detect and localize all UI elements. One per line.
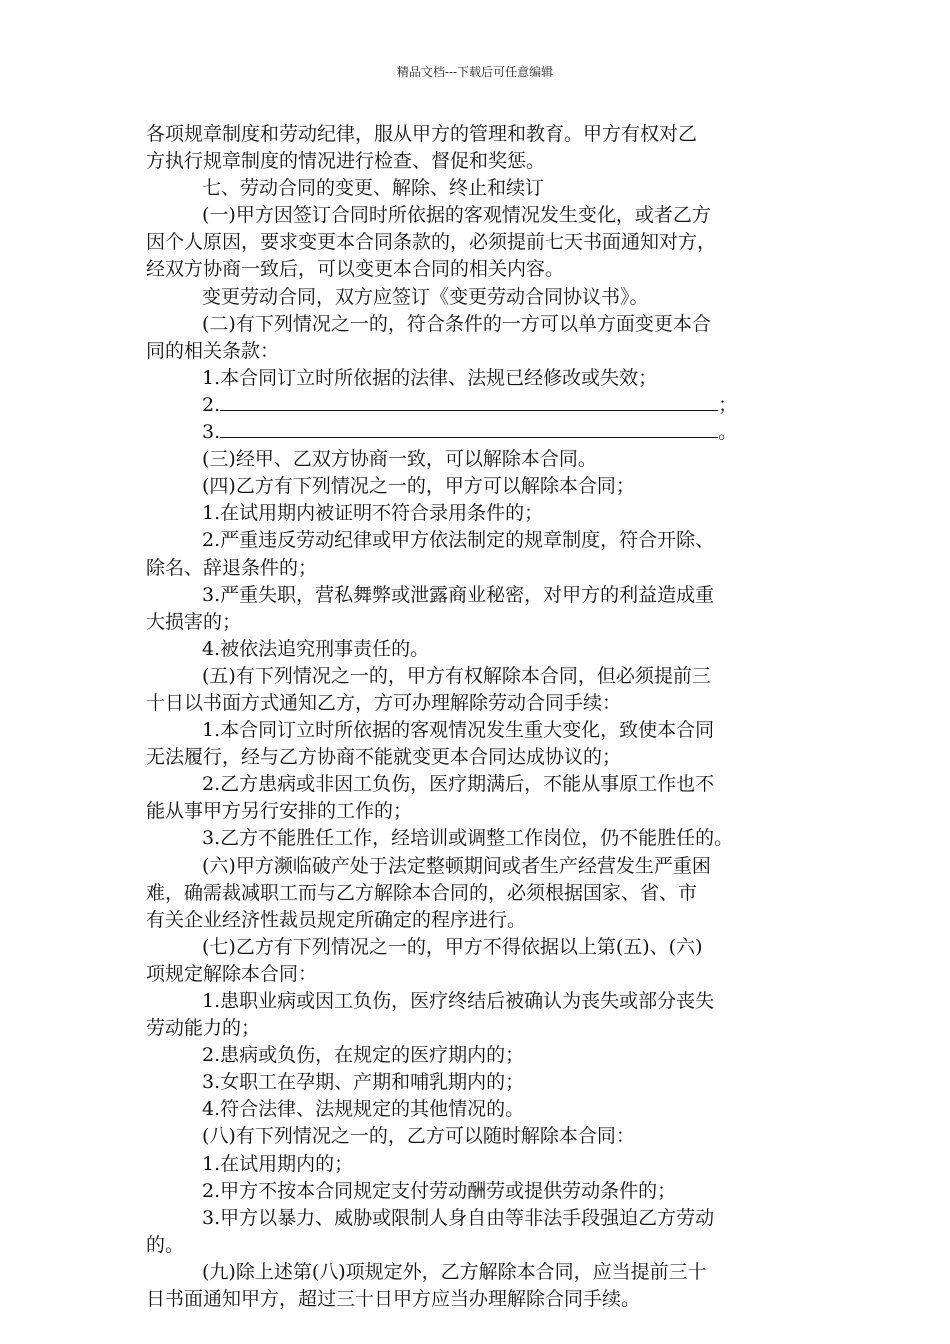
line-text: 2.乙方患病或非因工负伤，医疗期满后，不能从事原工作也不 xyxy=(202,773,715,796)
line-text: 经双方协商一致后，可以变更本合同的相关内容。 xyxy=(146,258,565,281)
line-text: 4.符合法律、法规规定的其他情况的。 xyxy=(202,1098,525,1121)
fill-in-blank xyxy=(220,392,718,411)
line-text: 3.女职工在孕期、产期和哺乳期内的； xyxy=(202,1071,525,1094)
text-line xyxy=(146,798,810,825)
line-text: 变更劳动合同，双方应签订《变更劳动合同协议书》。 xyxy=(202,285,649,308)
contract-body xyxy=(146,121,810,1313)
page-header: 精品文档---下载后可任意编辑 xyxy=(396,65,554,79)
line-text: (六)甲方濒临破产处于法定整顿期间或者生产经营发生严重困 xyxy=(202,854,711,877)
text-line xyxy=(146,609,810,636)
text-line xyxy=(146,365,810,392)
line-text: 大损害的； xyxy=(146,610,242,633)
line-text: (九)除上述第(八)项规定外，乙方解除本合同，应当提前三十 xyxy=(202,1260,707,1283)
text-line xyxy=(146,1286,810,1313)
line-text: 日书面通知甲方，超过三十日甲方应当办理解除合同手续。 xyxy=(146,1288,641,1311)
text-line xyxy=(146,825,810,852)
text-line xyxy=(146,1178,810,1205)
text-line xyxy=(146,1232,810,1259)
text-line xyxy=(146,175,810,202)
line-text: 2.严重违反劳动纪律或甲方依法制定的规章制度，符合开除、 xyxy=(202,529,715,552)
text-line xyxy=(146,934,810,961)
line-text: (七)乙方有下列情况之一的，甲方不得依据以上第(五)、(六) xyxy=(202,935,703,958)
line-text: 的。 xyxy=(146,1233,185,1256)
line-text: 因个人原因，要求变更本合同条款的，必须提前七天书面通知对方， xyxy=(146,231,717,254)
text-line xyxy=(146,419,810,446)
text-line xyxy=(146,1151,810,1178)
text-line xyxy=(146,1123,810,1150)
text-line xyxy=(146,527,810,554)
line-text: 劳动能力的； xyxy=(146,1017,261,1040)
text-line xyxy=(146,853,810,880)
text-line xyxy=(146,229,810,256)
text-line xyxy=(146,690,810,717)
text-line xyxy=(146,636,810,663)
text-line xyxy=(146,284,810,311)
text-line xyxy=(146,555,810,582)
text-line xyxy=(146,473,810,500)
text-line xyxy=(146,907,810,934)
text-line xyxy=(146,988,810,1015)
text-line xyxy=(146,744,810,771)
text-line xyxy=(146,1015,810,1042)
line-text: 2. xyxy=(202,393,221,416)
text-line xyxy=(146,338,810,365)
text-line xyxy=(146,1069,810,1096)
line-text: 1.在试用期内的； xyxy=(202,1152,354,1175)
line-end-punctuation: ； xyxy=(718,393,738,416)
line-text: 3. xyxy=(202,421,221,444)
line-text: 方执行规章制度的情况进行检查、督促和奖惩。 xyxy=(146,150,546,173)
line-text: 3.乙方不能胜任工作，经培训或调整工作岗位，仍不能胜任的。 xyxy=(202,827,734,850)
line-text: 同的相关条款： xyxy=(146,339,280,362)
line-text: 1.在试用期内被证明不符合录用条件的； xyxy=(202,502,544,525)
line-text: (四)乙方有下列情况之一的，甲方可以解除本合同； xyxy=(202,475,635,498)
fill-in-blank xyxy=(220,419,718,438)
line-text: 十日以书面方式通知乙方，方可办理解除劳动合同手续： xyxy=(146,691,622,714)
text-line xyxy=(146,663,810,690)
line-text: 2.患病或负伤，在规定的医疗期内的； xyxy=(202,1044,525,1067)
text-line xyxy=(146,446,810,473)
line-text: 有关企业经济性裁员规定所确定的程序进行。 xyxy=(146,908,527,931)
text-line xyxy=(146,880,810,907)
text-line xyxy=(146,311,810,338)
line-text: (一)甲方因签订合同时所依据的客观情况发生变化，或者乙方 xyxy=(202,204,711,227)
line-text: 难，确需裁减职工而与乙方解除本合同的，必须根据国家、省、市 xyxy=(146,881,698,904)
text-line xyxy=(146,202,810,229)
text-line xyxy=(146,392,810,419)
text-line xyxy=(146,1042,810,1069)
text-line xyxy=(146,121,810,148)
line-text: 各项规章制度和劳动纪律，服从甲方的管理和教育。甲方有权对乙 xyxy=(146,123,698,145)
line-text: 3.严重失职，营私舞弊或泄露商业秘密，对甲方的利益造成重 xyxy=(202,583,715,606)
text-line xyxy=(146,771,810,798)
line-text: 1.本合同订立时所依据的法律、法规已经修改或失效； xyxy=(202,366,658,389)
line-text: (八)有下列情况之一的，乙方可以随时解除本合同： xyxy=(202,1125,635,1148)
line-text: 无法履行，经与乙方协商不能就变更本合同达成协议的； xyxy=(146,746,622,769)
line-end-punctuation: 。 xyxy=(718,421,738,444)
text-line xyxy=(146,961,810,988)
line-text: (二)有下列情况之一的，符合条件的一方可以单方面变更本合 xyxy=(202,312,711,335)
line-text: 项规定解除本合同： xyxy=(146,962,318,985)
text-line xyxy=(146,582,810,609)
line-text: (五)有下列情况之一的，甲方有权解除本合同，但必须提前三 xyxy=(202,664,711,687)
line-text: 除名、辞退条件的； xyxy=(146,556,318,579)
line-text: 3.甲方以暴力、威胁或限制人身自由等非法手段强迫乙方劳动 xyxy=(202,1206,715,1229)
line-text: 2.甲方不按本合同规定支付劳动酬劳或提供劳动条件的； xyxy=(202,1179,677,1202)
text-line xyxy=(146,1096,810,1123)
text-line xyxy=(146,256,810,283)
line-text: 4.被依法追究刑事责任的。 xyxy=(202,637,430,660)
line-text: 1.患职业病或因工负伤，医疗终结后被确认为丧失或部分丧失 xyxy=(202,990,715,1012)
line-text: 能从事甲方另行安排的工作的； xyxy=(146,800,413,823)
text-line xyxy=(146,717,810,744)
line-text: 七、劳动合同的变更、解除、终止和续订 xyxy=(202,177,545,200)
text-line xyxy=(146,1259,810,1286)
text-line xyxy=(146,500,810,527)
text-line xyxy=(146,148,810,175)
line-text: (三)经甲、乙双方协商一致，可以解除本合同。 xyxy=(202,448,597,471)
text-line xyxy=(146,1205,810,1232)
line-text: 1.本合同订立时所依据的客观情况发生重大变化，致使本合同 xyxy=(202,719,715,742)
